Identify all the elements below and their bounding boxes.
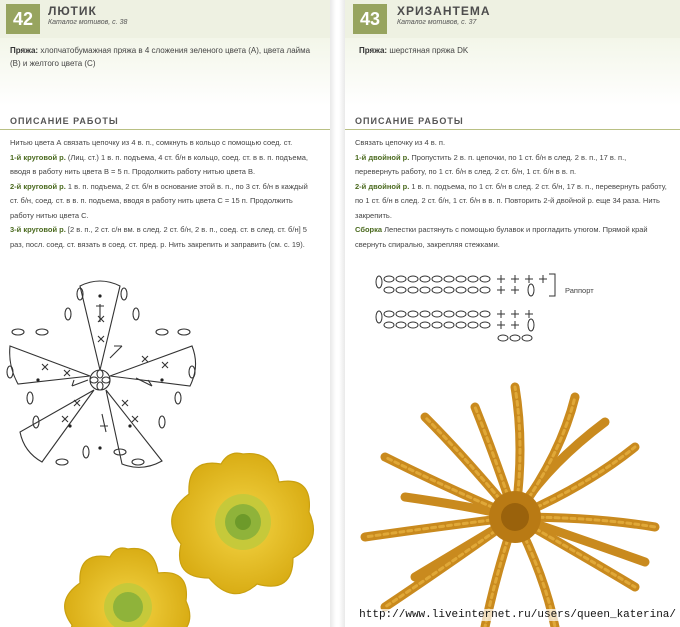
repeat-bracket [549, 274, 555, 296]
pattern-title: ХРИЗАНТЕМА [397, 4, 491, 18]
chart-ring [90, 370, 110, 390]
buttercup-photo [0, 427, 330, 627]
section-divider [0, 129, 330, 130]
repeat-label: Раппорт [565, 286, 594, 295]
instructions [10, 136, 316, 252]
chart-chain [97, 370, 103, 378]
buttercup-flower [65, 548, 190, 627]
chart-chain-row [376, 310, 534, 341]
section-title: ОПИСАНИЕ РАБОТЫ [355, 116, 464, 126]
pattern-number: 42 [6, 4, 40, 34]
chart-petal [80, 281, 120, 370]
row-label: 2-й круговой р. [10, 181, 66, 191]
yarn-box [0, 38, 330, 106]
chart-chain-row [376, 275, 547, 296]
yarn-box [345, 38, 680, 106]
page-right [345, 0, 680, 627]
row-label: 1-й круговой р. [10, 152, 66, 162]
instruction-row [10, 151, 316, 180]
chart-petal [10, 346, 90, 384]
chrysanthemum-photo [345, 377, 680, 627]
row-label: 1-й двойной р. [355, 152, 410, 162]
instruction-row [355, 223, 668, 252]
pattern-header [345, 0, 680, 38]
instructions [355, 136, 668, 252]
yarn-description [0, 38, 330, 70]
buttercup-flower [172, 453, 314, 594]
row-text: Пропустить 2 в. п. цепочки, по 1 ст. б/н в след. 2 в. п., 17 в. п., перевернуть работу, по 1 ст. б/н в след. 2 ст. б/н, 1 ст. б/н в в. п. [355, 152, 627, 176]
instruction-row [355, 180, 668, 224]
yarn-text: хлопчатобумажная пряжа в 4 сложения зеленого цвета (А), цвета лайма (В) и желтого цвета (С) [10, 46, 311, 68]
pattern-title: ЛЮТИК [48, 4, 97, 18]
row-text: 1 в. п. подъема, по 1 ст. б/н в след. 2 ст. б/н, 17 в. п., перевернуть работу, по 1 ст. б/н в след. 2 ст. б/н, 1 ст. б/н в в. п. Повторить 2-й двойной р. еще 34 раза. Нить закрепить. [355, 181, 667, 220]
row-label: Сборка [355, 225, 383, 234]
page-left [0, 0, 330, 627]
instruction-row [10, 180, 316, 224]
chrysanthemum-flower [365, 387, 655, 627]
chart-chain [97, 382, 103, 390]
pattern-number: 43 [353, 4, 387, 34]
row-label: 2-й двойной р. [355, 181, 410, 191]
yarn-label: Пряжа: [359, 46, 388, 55]
row-text: Лепестки растянуть с помощью булавок и прогладить утюгом. Прямой край свернуть спиралью, закрепляя стежками. [355, 225, 648, 249]
row-text: 1 в. п. подъема, 2 ст. б/н в основание этой в. п., по 3 ст. б/н в каждый ст. б/н, соед. ст. в в. п. подъема, вводя в работу нить цвета С = 15 п. Продолжить работу нитью цвета С. [10, 181, 308, 220]
chrysanthemum-chart [371, 272, 571, 352]
instruction-intro: Нитью цвета А связать цепочку из 4 в. п., сомкнуть в кольцо с помощью соед. ст. [10, 138, 293, 147]
yarn-text: шерстяная пряжа DK [387, 46, 469, 55]
row-text: [2 в. п., 2 ст. с/н вм. в след. 2 ст. б/н, 2 в. п., соед. ст. в след. ст. б/н] 5 раз, посл. соед. ст. вязать в соед. ст. пред. р. Нить закрепить и заправить (см. с. 19). [10, 225, 307, 249]
section-title: ОПИСАНИЕ РАБОТЫ [10, 116, 119, 126]
row-label: 3-й круговой р. [10, 225, 66, 234]
chart-petal [110, 346, 196, 386]
chart-stitches [42, 304, 168, 432]
pattern-header [0, 0, 330, 38]
chart-chain [102, 377, 110, 383]
yarn-description [345, 38, 680, 57]
pattern-subtitle: Каталог мотивов, с. 38 [48, 19, 128, 26]
instruction-row [355, 151, 668, 180]
watermark-url[interactable]: http://www.liveinternet.ru/users/queen_katerina/ [359, 609, 676, 621]
yarn-label: Пряжа: [10, 46, 39, 55]
instruction-intro: Связать цепочку из 4 в. п. [355, 138, 446, 147]
page-gutter [330, 0, 345, 627]
chart-chain [90, 377, 98, 383]
row-text: (Лиц. ст.) 1 в. п. подъема, 4 ст. б/н в кольцо, соед. ст. в в. п. подъема, вводя в работу нить цвета В = 5 п. Продолжить работу нитью цвета В. [10, 152, 309, 176]
pattern-subtitle: Каталог мотивов, с. 37 [397, 19, 477, 26]
section-divider [345, 129, 680, 130]
instruction-row [10, 223, 316, 252]
